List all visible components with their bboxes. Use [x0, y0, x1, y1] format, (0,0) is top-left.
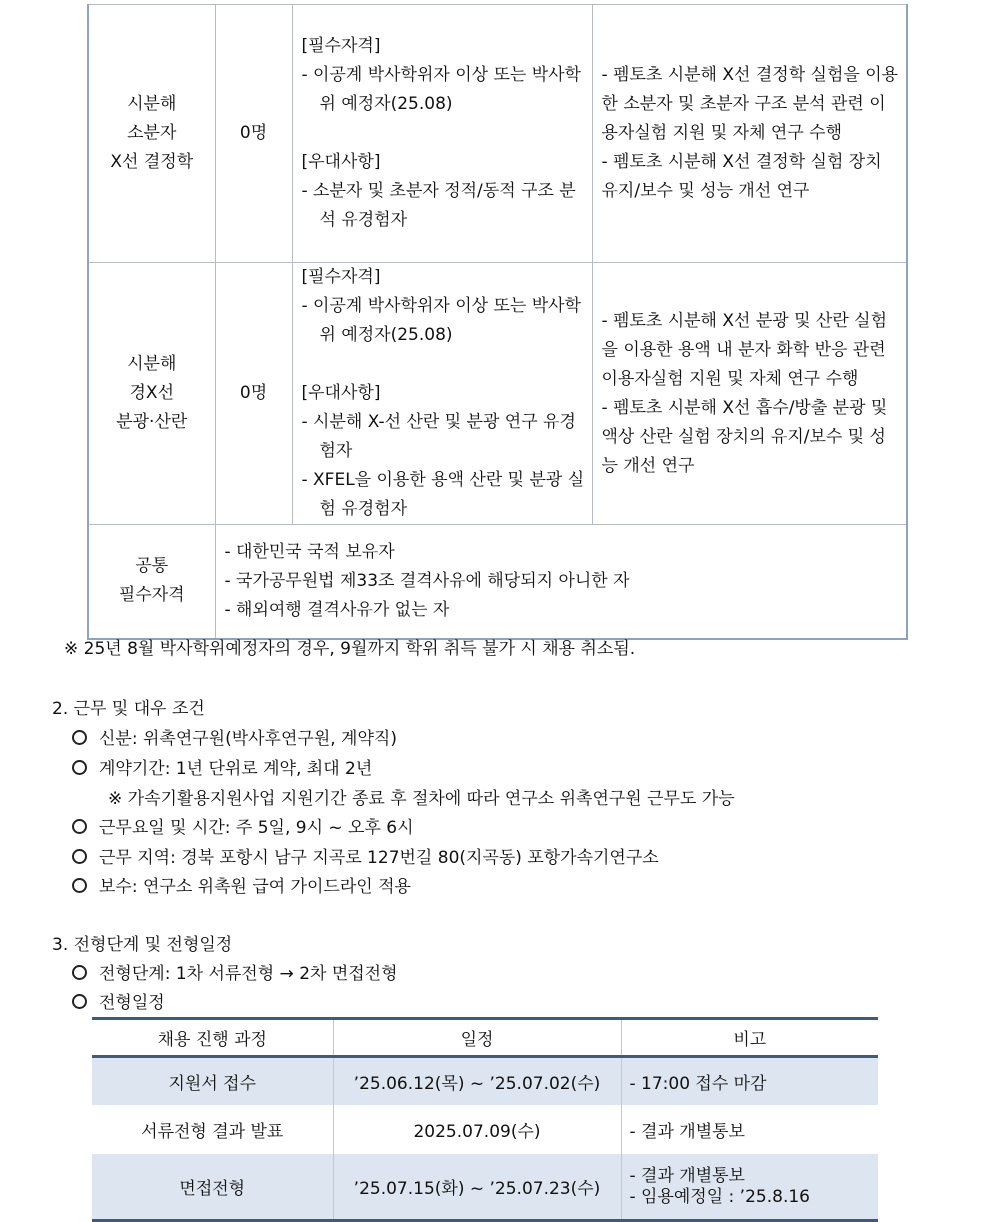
list-item: - XFEL을 이용한 용액 산란 및 분광 실험 유경험자: [301, 470, 585, 519]
required-heading: [필수자격]: [301, 267, 381, 287]
sub-note: ※ 가속기활용지원사업 지원기간 종료 후 절차에 따라 연구소 위촉연구원 근무도 가능: [108, 789, 735, 809]
date-cell: ’25.07.15(화) ~ ’25.07.23(수): [333, 1154, 621, 1221]
common-requirements-label: 공통 필수자격: [88, 525, 215, 639]
column-header: 일정: [333, 1019, 621, 1057]
common-requirements-cell: [215, 525, 907, 639]
circle-bullet-icon: [72, 760, 87, 775]
headcount-cell: 0명: [215, 5, 292, 263]
requirements-cell: [292, 5, 592, 263]
list-item: - 시분해 X-선 산란 및 분광 연구 유경험자: [301, 412, 576, 461]
date-cell: ’25.06.12(목) ~ ’25.07.02(수): [333, 1057, 621, 1106]
circle-bullet-icon: [72, 849, 87, 864]
circle-bullet-icon: [72, 819, 87, 834]
notes-cell: - 17:00 접수 마감: [621, 1057, 878, 1106]
required-heading: [필수자격]: [301, 36, 381, 56]
circle-bullet-icon: [72, 994, 87, 1009]
duties-cell: [592, 263, 907, 525]
headcount-cell: 0명: [215, 263, 292, 525]
notes-cell: - 결과 개별통보 - 임용예정일 : ’25.8.16: [621, 1154, 878, 1221]
list-item: - 펨토초 시분해 X선 결정학 실험을 이용한 소분자 및 초분자 구조 분석 관련 이용자실험 지원 및 자체 연구 수행: [601, 65, 899, 143]
duties-cell: [592, 5, 907, 263]
list-item: 전형일정: [72, 988, 165, 1013]
list-item: 보수: 연구소 위촉원 급여 가이드라인 적용: [72, 872, 411, 897]
circle-bullet-icon: [72, 965, 87, 980]
notes-cell: - 결과 개별통보: [621, 1106, 878, 1154]
section-title: 2. 근무 및 대우 조건: [52, 699, 205, 719]
date-cell: 2025.07.09(수): [333, 1106, 621, 1154]
column-header: 비고: [621, 1019, 878, 1057]
list-item: 전형단계: 1차 서류전형 → 2차 면접전형: [72, 959, 398, 984]
qualification-table: [87, 4, 908, 640]
list-item: - 펨토초 시분해 X선 흡수/방출 분광 및 액상 산란 실험 장치의 유지/보수 및 성능 개선 연구: [601, 397, 888, 476]
section-title: 3. 전형단계 및 전형일정: [52, 935, 233, 955]
table-row: [88, 263, 907, 525]
preferred-heading: [우대사항]: [301, 152, 381, 172]
list-item: - 펨토초 시분해 X선 결정학 실험 장치 유지/보수 및 성능 개선 연구: [601, 152, 882, 201]
list-item: - 이공계 박사학위자 이상 또는 박사학위 예정자(25.08): [301, 296, 581, 345]
list-item: - 해외여행 결격사유가 없는 자: [224, 599, 450, 620]
schedule-table: [92, 1017, 878, 1222]
list-item: - 국가공무원법 제33조 결격사유에 해당되지 아니한 자: [224, 570, 630, 591]
list-item: - 이공계 박사학위자 이상 또는 박사학위 예정자(25.08): [301, 65, 581, 114]
circle-bullet-icon: [72, 878, 87, 893]
table-row: [92, 1154, 878, 1221]
table-row: [88, 525, 907, 639]
stage-cell: 면접전형: [92, 1154, 333, 1221]
requirements-cell: [292, 263, 592, 525]
position-name-cell: 시분해 소분자 X선 결정학: [88, 5, 215, 263]
stage-cell: 서류전형 결과 발표: [92, 1106, 333, 1154]
list-item: - 대한민국 국적 보유자: [224, 541, 395, 562]
table-row: [88, 5, 907, 263]
column-header: 채용 진행 과정: [92, 1019, 333, 1057]
position-name-cell: 시분해 경X선 분광·산란: [88, 263, 215, 525]
preferred-heading: [우대사항]: [301, 383, 381, 403]
table-row: [92, 1057, 878, 1106]
list-item: - 소분자 및 초분자 정적/동적 구조 분석 유경험자: [301, 181, 576, 230]
doctorate-note: ※ 25년 8월 박사학위예정자의 경우, 9월까지 학위 취득 불가 시 채용 취소됨.: [64, 639, 636, 659]
list-item: 계약기간: 1년 단위로 계약, 최대 2년: [72, 754, 372, 779]
table-header-row: [92, 1019, 878, 1057]
circle-bullet-icon: [72, 730, 87, 745]
table-row: [92, 1106, 878, 1154]
stage-cell: 지원서 접수: [92, 1057, 333, 1106]
list-item: 신분: 위촉연구원(박사후연구원, 계약직): [72, 724, 397, 749]
list-item: 근무요일 및 시간: 주 5일, 9시 ~ 오후 6시: [72, 813, 414, 838]
list-item: 근무 지역: 경북 포항시 남구 지곡로 127번길 80(지곡동) 포항가속기연구소: [72, 843, 659, 868]
list-item: - 펨토초 시분해 X선 분광 및 산란 실험을 이용한 용액 내 분자 화학 반응 관련 이용자실험 지원 및 자체 연구 수행: [601, 310, 888, 389]
